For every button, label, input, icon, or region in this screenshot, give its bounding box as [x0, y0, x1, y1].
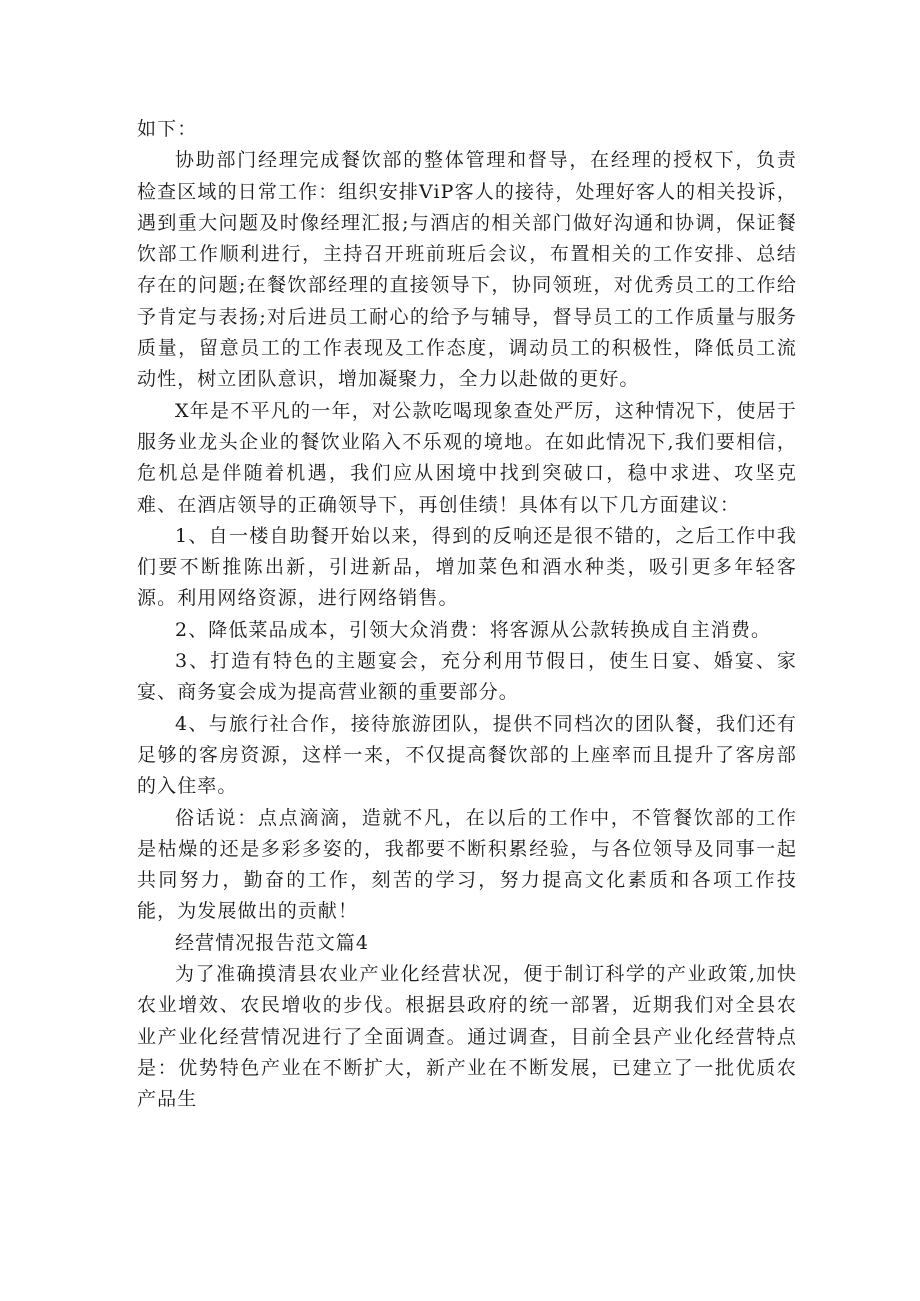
paragraph-agriculture-report: 为了准确摸清县农业产业化经营状况，便于制订科学的产业政策,加快农业增效、农民增收的步伐。根据县政府的统一部署，近期我们对全县农业产业化经营情况进行了全面调查。通过调查，目前全县产业化经营特点是：优势特色产业在不断扩大，新产业在不断发展，已建立了一批优质农产品生 [137, 963, 797, 1111]
suggestion-item-3: 3、打造有特色的主题宴会，充分利用节假日，使生日宴、婚宴、家宴、商务宴会成为提高营业额的重要部分。 [137, 650, 797, 704]
paragraph-duties: 协助部门经理完成餐饮部的整体管理和督导，在经理的授权下，负责检查区域的日常工作：组织安排ViP客人的接待，处理好客人的相关投诉，遇到重大问题及时像经理汇报;与酒店的相关部门做好沟通和协调，保证餐饮部工作顺利进行，主持召开班前班后会议，布置相关的工作安排、总结存在的问题;在餐饮部经理的直接领导下，协同领班，对优秀员工的工作给予肯定与表扬;对后进员工耐心的给予与辅导，督导员工的工作质量与服务质量，留意员工的工作表现及工作态度，调动员工的积极性，降低员工流动性，树立团队意识，增加凝聚力，全力以赴做的更好。 [137, 149, 797, 391]
section-heading: 经营情况报告范文篇4 [175, 931, 370, 954]
document-body [137, 114, 797, 1116]
paragraph-year-review: X年是不平凡的一年，对公款吃喝现象查处严厉，这种情况下，使居于服务业龙头企业的餐饮业陷入不乐观的境地。在如此情况下,我们要相信，危机总是伴随着机遇，我们应从困境中找到突破口，稳中求进、攻坚克难、在酒店领导的正确领导下，再创佳绩！具体有以下几方面建议： [137, 399, 797, 516]
paragraph-closing: 俗话说：点点滴滴，造就不凡，在以后的工作中，不管餐饮部的工作是枯燥的还是多彩多姿的，我都要不断积累经验，与各位领导及同事一起共同努力，勤奋的工作，刻苦的学习，努力提高文化素质和各项工作技能，为发展做出的贡献！ [137, 806, 797, 923]
suggestion-item-2: 2、降低菜品成本，引领大众消费：将客源从公款转换成自主消费。 [175, 618, 772, 641]
paragraph-intro: 如下： [137, 118, 198, 140]
suggestion-item-4: 4、与旅行社合作，接待旅游团队，提供不同档次的团队餐，我们还有足够的客房资源，这样一来，不仅提高餐饮部的上座率而且提升了客房部的入住率。 [137, 712, 797, 798]
suggestion-item-1: 1、自一楼自助餐开始以来，得到的反响还是很不错的，之后工作中我们要不断推陈出新，引进新品，增加菜色和酒水种类，吸引更多年轻客源。利用网络资源，进行网络销售。 [137, 524, 797, 610]
